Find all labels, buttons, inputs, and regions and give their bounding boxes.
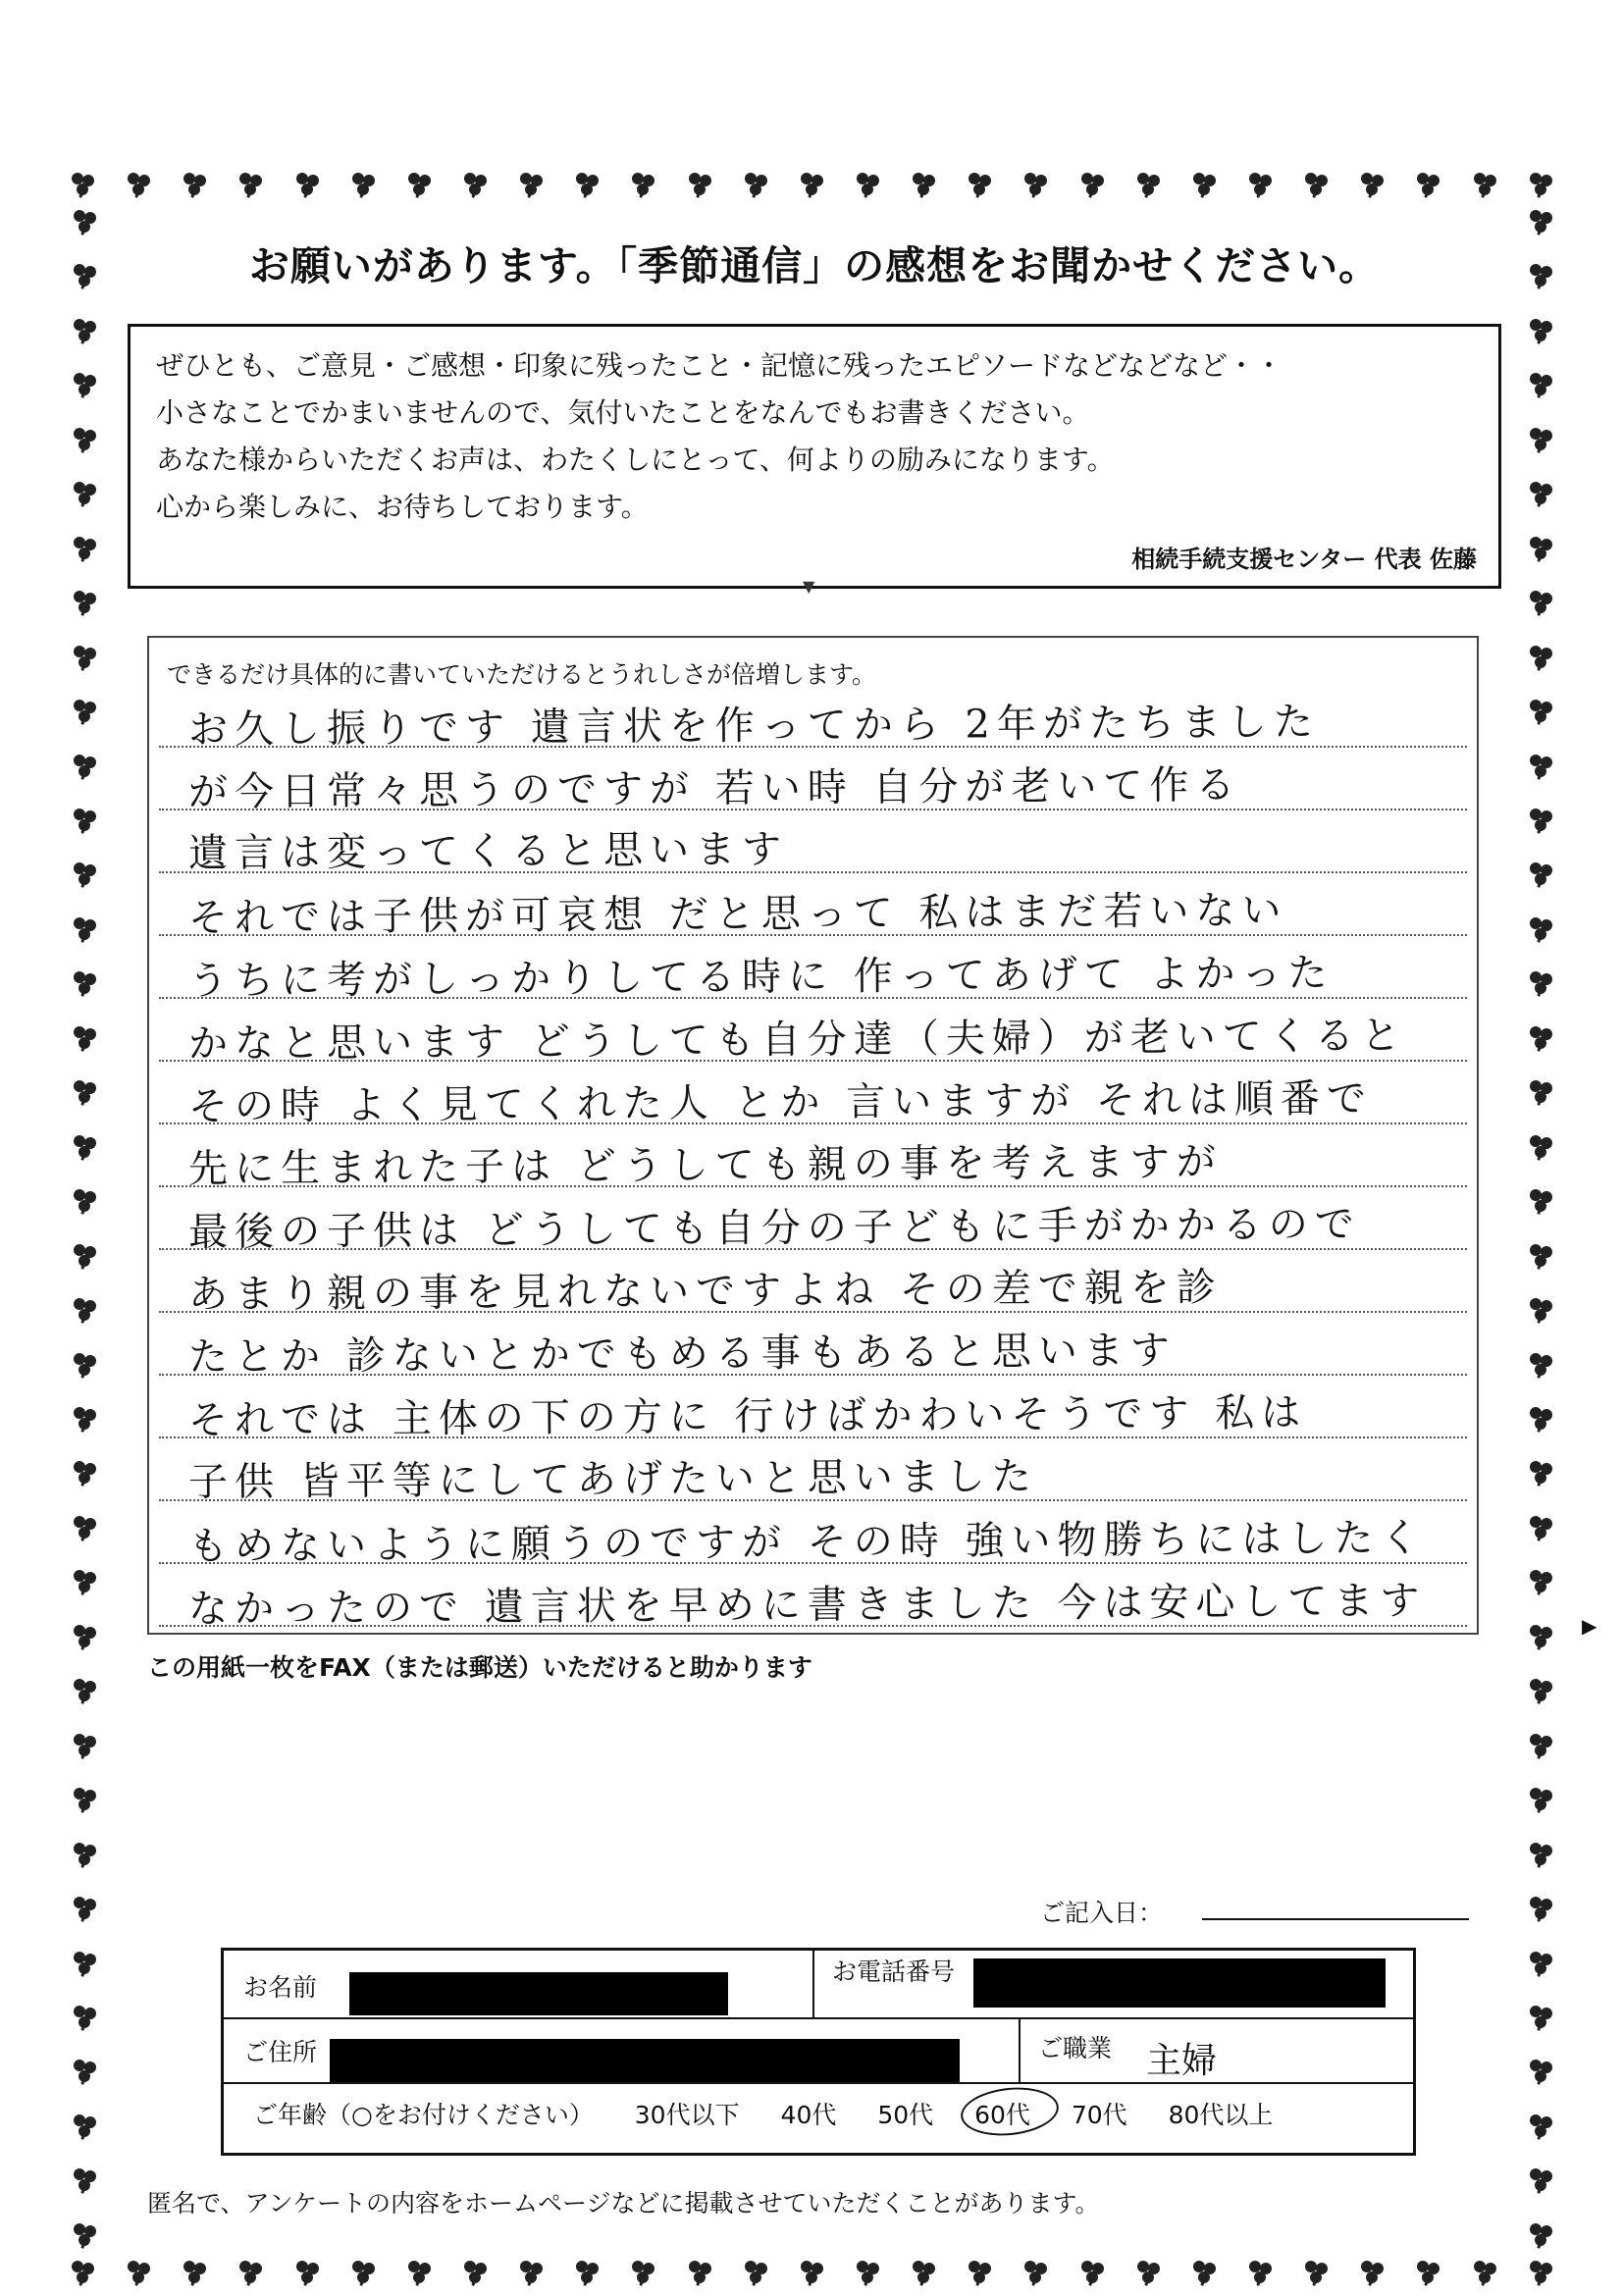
flower-ornament-icon <box>71 1948 98 1975</box>
handwritten-line: あまり親の事を見れないですよね その差で親を診 <box>187 1265 1223 1318</box>
handwritten-line: その時 よく見てくれた人 とか 言いますが それは順番で <box>187 1075 1374 1130</box>
flower-ornament-icon <box>293 2257 321 2284</box>
flower-ornament-icon <box>71 587 98 614</box>
phone-field-redacted[interactable] <box>973 1958 1386 2008</box>
flower-ornament-icon <box>1527 1240 1554 1268</box>
flower-ornament-icon <box>71 1675 98 1702</box>
ruled-line <box>159 809 1467 810</box>
flower-ornament-icon <box>1471 169 1498 196</box>
flower-ornament-icon <box>71 913 98 941</box>
address-field-redacted[interactable] <box>330 2039 960 2082</box>
handwritten-line: 遺言は変ってくると思います <box>187 826 789 877</box>
ruled-line <box>159 1436 1467 1438</box>
flower-ornament-icon <box>854 169 881 196</box>
column-divider <box>1019 2017 1021 2082</box>
flower-ornament-icon <box>1246 2257 1274 2284</box>
flower-ornament-icon <box>71 1349 98 1377</box>
flower-ornament-icon <box>798 169 825 196</box>
flower-ornament-icon <box>1527 533 1554 560</box>
flower-ornament-icon <box>1246 169 1274 196</box>
handwritten-line: それでは 主体の下の方に 行けばかわいそうです 私は <box>187 1390 1308 1443</box>
flower-ornament-icon <box>71 533 98 560</box>
instruction-line: 小さなことでかまいませんので、気付いたことをなんでもお書きください。 <box>156 396 1090 429</box>
down-triangle-icon: ▼ <box>803 577 815 596</box>
flower-ornament-icon <box>742 2257 769 2284</box>
flower-ornament-icon <box>1527 424 1554 451</box>
flower-ornament-icon <box>1134 169 1162 196</box>
age-option[interactable]: 80代以上 <box>1168 2101 1274 2129</box>
flower-ornament-icon <box>1527 2056 1554 2083</box>
flower-ornament-icon <box>71 478 98 505</box>
date-label: ご記入日： <box>1040 1899 1164 1927</box>
phone-label: お電話番号 <box>832 1957 956 1986</box>
flower-ornament-icon <box>125 2257 152 2284</box>
fax-note: この用紙一枚をFAX（または郵送）いただけると助かります <box>147 1653 812 1682</box>
flower-ornament-icon <box>1527 369 1554 396</box>
flower-ornament-icon <box>125 169 152 196</box>
flower-ornament-icon <box>1527 1948 1554 1975</box>
flower-ornament-icon <box>71 2219 98 2247</box>
flower-ornament-icon <box>966 169 993 196</box>
flower-ornament-icon <box>1527 1730 1554 1757</box>
ruled-line <box>159 1122 1467 1124</box>
page-title: お願いがあります。「季節通信」の感想をお聞かせください。 <box>248 242 1381 289</box>
ruled-line <box>159 871 1467 873</box>
flower-ornament-icon <box>1414 169 1441 196</box>
ruled-line <box>159 1248 1467 1250</box>
occupation-value[interactable]: 主婦 <box>1146 2041 1218 2081</box>
flower-ornament-icon <box>966 2257 993 2284</box>
flower-ornament-icon <box>1078 2257 1106 2284</box>
flower-ornament-icon <box>1527 2165 1554 2192</box>
column-divider <box>812 1951 814 2017</box>
flower-ornament-icon <box>1414 2257 1441 2284</box>
flower-ornament-icon <box>1527 2002 1554 2029</box>
flower-ornament-icon <box>71 967 98 995</box>
ruled-line <box>159 1311 1467 1313</box>
handwritten-line: たとか 診ないとかでもめる事もあると思います <box>187 1328 1177 1381</box>
flower-ornament-icon <box>1527 696 1554 723</box>
flower-ornament-icon <box>1527 859 1554 886</box>
flower-ornament-icon <box>1527 1349 1554 1377</box>
flower-ornament-icon <box>1190 169 1218 196</box>
handwritten-line: 子供 皆平等にしてあげたいと思いました <box>187 1453 1038 1506</box>
flower-ornament-icon <box>1527 169 1554 196</box>
flower-ornament-icon <box>71 369 98 396</box>
flower-ornament-icon <box>71 2056 98 2083</box>
flower-ornament-icon <box>71 1294 98 1322</box>
ruled-line <box>159 1625 1467 1627</box>
answer-area <box>147 636 1479 1635</box>
flower-ornament-icon <box>71 1240 98 1268</box>
ruled-line <box>159 997 1467 999</box>
flower-ornament-icon <box>1527 805 1554 832</box>
signature: 相続手続支援センター 代表 佐藤 <box>1131 546 1477 573</box>
flower-ornament-icon <box>71 206 98 234</box>
instruction-line: あなた様からいただくお声は、わたくしにとって、何よりの励みになります。 <box>156 444 1115 476</box>
flower-ornament-icon <box>71 2111 98 2138</box>
flower-ornament-icon <box>1471 2257 1498 2284</box>
personal-details-box <box>221 1948 1416 2156</box>
ornament-border-left <box>71 206 98 2247</box>
flower-ornament-icon <box>181 2257 208 2284</box>
age-option[interactable]: 50代 <box>877 2101 934 2129</box>
flower-ornament-icon <box>1527 913 1554 941</box>
ruled-line <box>159 1060 1467 1062</box>
flower-ornament-icon <box>461 169 489 196</box>
flower-ornament-icon <box>1302 169 1330 196</box>
flower-ornament-icon <box>236 2257 264 2284</box>
flower-ornament-icon <box>1527 1076 1554 1104</box>
row-divider <box>224 2017 1413 2019</box>
flower-ornament-icon <box>71 642 98 669</box>
flower-ornament-icon <box>71 260 98 287</box>
handwritten-line: かなと思います どうしても自分達（夫婦）が老いてくると <box>187 1013 1407 1068</box>
flower-ornament-icon <box>71 751 98 778</box>
flower-ornament-icon <box>1527 1294 1554 1322</box>
flower-ornament-icon <box>517 2257 545 2284</box>
flower-ornament-icon <box>71 1512 98 1539</box>
flower-ornament-icon <box>1527 478 1554 505</box>
handwritten-line: 先に生まれた子は どうしても親の事を考えますが <box>187 1139 1223 1192</box>
occupation-label: ご職業 <box>1038 2034 1113 2062</box>
handwritten-line: それでは子供が可哀想 だと思って 私はまだ若いない <box>187 888 1288 941</box>
ruled-line <box>159 746 1467 748</box>
ruled-line <box>159 934 1467 936</box>
flower-ornament-icon <box>71 1022 98 1050</box>
instruction-line: ぜひとも、ご意見・ご感想・印象に残ったこと・記憶に残ったエピソードなどなどなど・・ <box>156 349 1283 382</box>
name-label: お名前 <box>243 1973 318 2002</box>
flower-ornament-icon <box>1358 2257 1386 2284</box>
handwritten-line: お久し振りです 遺言状を作ってから 2年がたちました <box>187 699 1321 754</box>
flower-ornament-icon <box>71 1457 98 1485</box>
flower-ornament-icon <box>1527 967 1554 995</box>
instruction-line: 心から楽しみに、お待ちしております。 <box>156 491 649 523</box>
ruled-line <box>159 1562 1467 1564</box>
flower-ornament-icon <box>573 2257 601 2284</box>
flower-ornament-icon <box>69 169 96 196</box>
flower-ornament-icon <box>517 169 545 196</box>
flower-ornament-icon <box>798 2257 825 2284</box>
flower-ornament-icon <box>71 2165 98 2192</box>
flower-ornament-icon <box>71 424 98 451</box>
age-label: ご年齢（○をお付けください） <box>253 2101 594 2129</box>
flower-ornament-icon <box>1302 2257 1330 2284</box>
flower-ornament-icon <box>71 1784 98 1811</box>
flower-ornament-icon <box>293 169 321 196</box>
flower-ornament-icon <box>1527 1512 1554 1539</box>
flower-ornament-icon <box>405 2257 433 2284</box>
flower-ornament-icon <box>1527 1566 1554 1593</box>
ornament-border-top <box>69 169 1554 196</box>
flower-ornament-icon <box>629 169 656 196</box>
ornament-border-right <box>1527 206 1554 2247</box>
flower-ornament-icon <box>1527 1131 1554 1159</box>
row-divider <box>224 2082 1413 2084</box>
flower-ornament-icon <box>71 1893 98 1920</box>
flower-ornament-icon <box>71 805 98 832</box>
flower-ornament-icon <box>1527 315 1554 342</box>
flower-ornament-icon <box>1527 751 1554 778</box>
age-option[interactable]: 30代以下 <box>634 2101 740 2129</box>
flower-ornament-icon <box>71 1621 98 1648</box>
flower-ornament-icon <box>1527 587 1554 614</box>
flower-ornament-icon <box>1527 1621 1554 1648</box>
age-option[interactable]: 60代 <box>974 2096 1030 2131</box>
ruled-line <box>159 1374 1467 1376</box>
flower-ornament-icon <box>1527 206 1554 234</box>
age-row <box>253 2096 1273 2131</box>
flower-ornament-icon <box>1527 642 1554 669</box>
flower-ornament-icon <box>1527 1839 1554 1866</box>
flower-ornament-icon <box>1134 2257 1162 2284</box>
flower-ornament-icon <box>1358 169 1386 196</box>
flower-ornament-icon <box>349 169 377 196</box>
flower-ornament-icon <box>69 2257 96 2284</box>
flower-ornament-icon <box>71 1730 98 1757</box>
flower-ornament-icon <box>1527 1403 1554 1431</box>
flower-ornament-icon <box>71 1566 98 1593</box>
flower-ornament-icon <box>71 1185 98 1213</box>
flower-ornament-icon <box>742 169 769 196</box>
flower-ornament-icon <box>349 2257 377 2284</box>
flower-ornament-icon <box>1021 169 1049 196</box>
handwritten-line: なかったので 遺言状を早めに書きました 今は安心してます <box>187 1578 1427 1633</box>
flower-ornament-icon <box>71 2002 98 2029</box>
handwritten-line: 最後の子供は どうしても自分の子どもに手がかかるので <box>187 1201 1361 1256</box>
flower-ornament-icon <box>71 696 98 723</box>
ruled-line <box>159 1185 1467 1187</box>
flower-ornament-icon <box>1527 260 1554 287</box>
date-field[interactable] <box>1202 1918 1469 1920</box>
address-label: ご住所 <box>243 2038 318 2066</box>
flower-ornament-icon <box>71 859 98 886</box>
flower-ornament-icon <box>1527 2111 1554 2138</box>
flower-ornament-icon <box>1527 1675 1554 1702</box>
name-field-redacted[interactable] <box>349 1972 728 2015</box>
flower-ornament-icon <box>686 2257 713 2284</box>
flower-ornament-icon <box>405 169 433 196</box>
handwritten-line: もめないように願うのですが その時 強い物勝ちにはしたく <box>187 1515 1427 1570</box>
age-option[interactable]: 40代 <box>780 2101 837 2129</box>
flower-ornament-icon <box>1190 2257 1218 2284</box>
flower-ornament-icon <box>1527 1893 1554 1920</box>
answer-hint: できるだけ具体的に書いていただけるとうれしさが倍増します。 <box>167 660 877 689</box>
instruction-box <box>128 324 1501 589</box>
flower-ornament-icon <box>1527 1457 1554 1485</box>
flower-ornament-icon <box>181 169 208 196</box>
flower-ornament-icon <box>461 2257 489 2284</box>
handwritten-line: が今日常々思うのですが 若い時 自分が老いて作る <box>187 762 1242 815</box>
flower-ornament-icon <box>573 169 601 196</box>
flower-ornament-icon <box>1527 2257 1554 2284</box>
age-option[interactable]: 70代 <box>1071 2101 1127 2129</box>
flower-ornament-icon <box>236 169 264 196</box>
ruled-line <box>159 1499 1467 1501</box>
flower-ornament-icon <box>1527 1784 1554 1811</box>
flower-ornament-icon <box>71 1839 98 1866</box>
flower-ornament-icon <box>71 1131 98 1159</box>
flower-ornament-icon <box>71 1403 98 1431</box>
ornament-border-bottom <box>69 2257 1554 2284</box>
handwritten-line: うちに考がしっかりしてる時に 作ってあげて よかった <box>187 950 1335 1005</box>
flower-ornament-icon <box>71 315 98 342</box>
flower-ornament-icon <box>686 169 713 196</box>
flower-ornament-icon <box>1527 1185 1554 1213</box>
flower-ornament-icon <box>854 2257 881 2284</box>
flower-ornament-icon <box>1078 169 1106 196</box>
flower-ornament-icon <box>1527 2219 1554 2247</box>
flower-ornament-icon <box>71 1076 98 1104</box>
footer-note: 匿名で、アンケートの内容をホームページなどに掲載させていただくことがあります。 <box>147 2189 1100 2218</box>
flower-ornament-icon <box>910 169 937 196</box>
right-triangle-icon: ▶ <box>1582 1614 1597 1638</box>
flower-ornament-icon <box>629 2257 656 2284</box>
flower-ornament-icon <box>910 2257 937 2284</box>
flower-ornament-icon <box>1527 1022 1554 1050</box>
flower-ornament-icon <box>1021 2257 1049 2284</box>
